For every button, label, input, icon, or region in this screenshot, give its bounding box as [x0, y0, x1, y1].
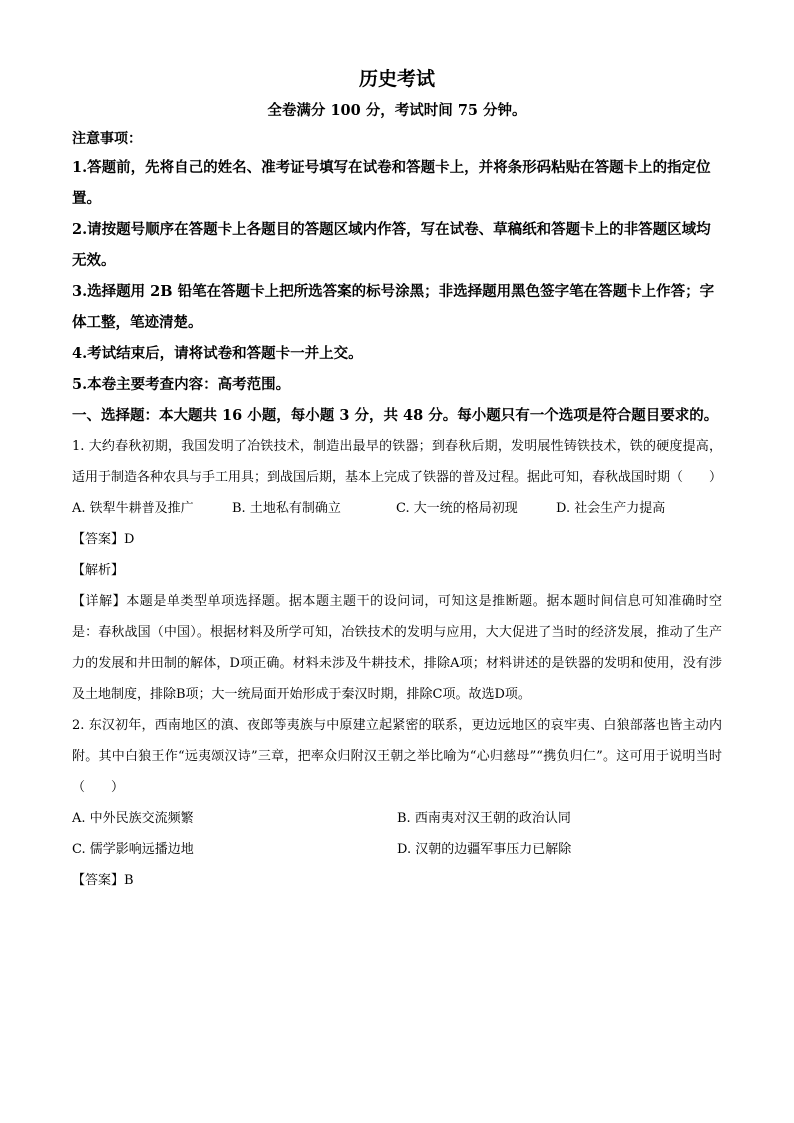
option-b: B. 西南夷对汉王朝的政治认同	[397, 811, 571, 826]
option-d: D. 社会生产力提高	[556, 501, 666, 516]
section-heading: 一、选择题：本大题共 16 小题，每小题 3 分，共 48 分。每小题只有一个选项是符合题目要求的。	[72, 407, 719, 424]
note-item: 5.本卷主要考查内容：高考范围。	[72, 376, 291, 393]
question-1-options	[72, 493, 722, 524]
answer-value: B	[124, 873, 134, 888]
question-2-answer	[72, 865, 722, 896]
exam-subtitle: 全卷满分 100 分，考试时间 75 分钟。	[267, 102, 527, 119]
note-item: 4.考试结束后，请将试卷和答题卡一并上交。	[72, 345, 363, 362]
note-item: 2.请按题号顺序在答题卡上各题目的答题区域内作答，写在试卷、草稿纸和答题卡上的非答题区域均无效。	[72, 221, 711, 269]
note-item: 3.选择题用 2B 铅笔在答题卡上把所选答案的标号涂黑；非选择题用黑色签字笔在答题卡上作答；字体工整，笔迹清楚。	[72, 283, 715, 331]
option-d: D. 汉朝的边疆军事压力已解除	[397, 842, 572, 857]
option-a: A. 铁犁牛耕普及推广	[72, 501, 194, 516]
question-1-stem: 1. 大约春秋初期，我国发明了冶铁技术，制造出最早的铁器；到春秋后期，发明展性铸铁技术，铁的硬度提高，适用于制造各种农具与手工用具；到战国后期，基本上完成了铁器的普及过程。据此可知，春秋战国时期（ ）	[72, 439, 723, 485]
question-2-options-row-1	[72, 803, 722, 834]
question-1-answer	[72, 524, 722, 555]
exam-page	[72, 66, 722, 896]
detail-label: 【详解】	[72, 594, 127, 609]
answer-label: 【答案】	[72, 532, 125, 547]
question-2-stem: 2. 东汉初年，西南地区的滇、夜郎等夷族与中原建立起紧密的联系，更边远地区的哀牢夷、白狼部落也皆主动内附。其中白狼王作“远夷颂汉诗”三章，把率众归附汉王朝之举比喻为“心归慈母”“携负归仁”。这可用于说明当时（ ）	[72, 718, 722, 795]
question-1-detail	[72, 586, 722, 710]
notes-heading: 注意事项：	[72, 131, 142, 147]
analysis-label: 【解析】	[72, 563, 125, 578]
exam-title: 历史考试	[358, 68, 435, 90]
detail-text: 本题是单类型单项选择题。据本题主题干的设问词，可知这是推断题。据本题时间信息可知准确时空是：春秋战国（中国）。根据材料及所学可知，冶铁技术的发明与应用，大大促进了当时的经济发展，推动了生产力的发展和井田制的解体，D项正确。材料未涉及牛耕技术，排除A项；材料讲述的是铁器的发明和使用，没有涉及土地制度，排除B项；大一统局面开始形成于秦汉时期，排除C项。故选D项。	[72, 594, 722, 702]
option-c: C. 大一统的格局初现	[396, 501, 518, 516]
option-a: A. 中外民族交流频繁	[72, 811, 194, 826]
question-2-options-row-2	[72, 834, 722, 865]
option-c: C. 儒学影响远播边地	[72, 842, 194, 857]
note-item: 1.答题前，先将自己的姓名、准考证号填写在试卷和答题卡上，并将条形码粘贴在答题卡上的指定位置。	[72, 159, 711, 207]
answer-label: 【答案】	[72, 873, 125, 888]
option-b: B. 土地私有制确立	[232, 501, 341, 516]
answer-value: D	[124, 532, 135, 547]
